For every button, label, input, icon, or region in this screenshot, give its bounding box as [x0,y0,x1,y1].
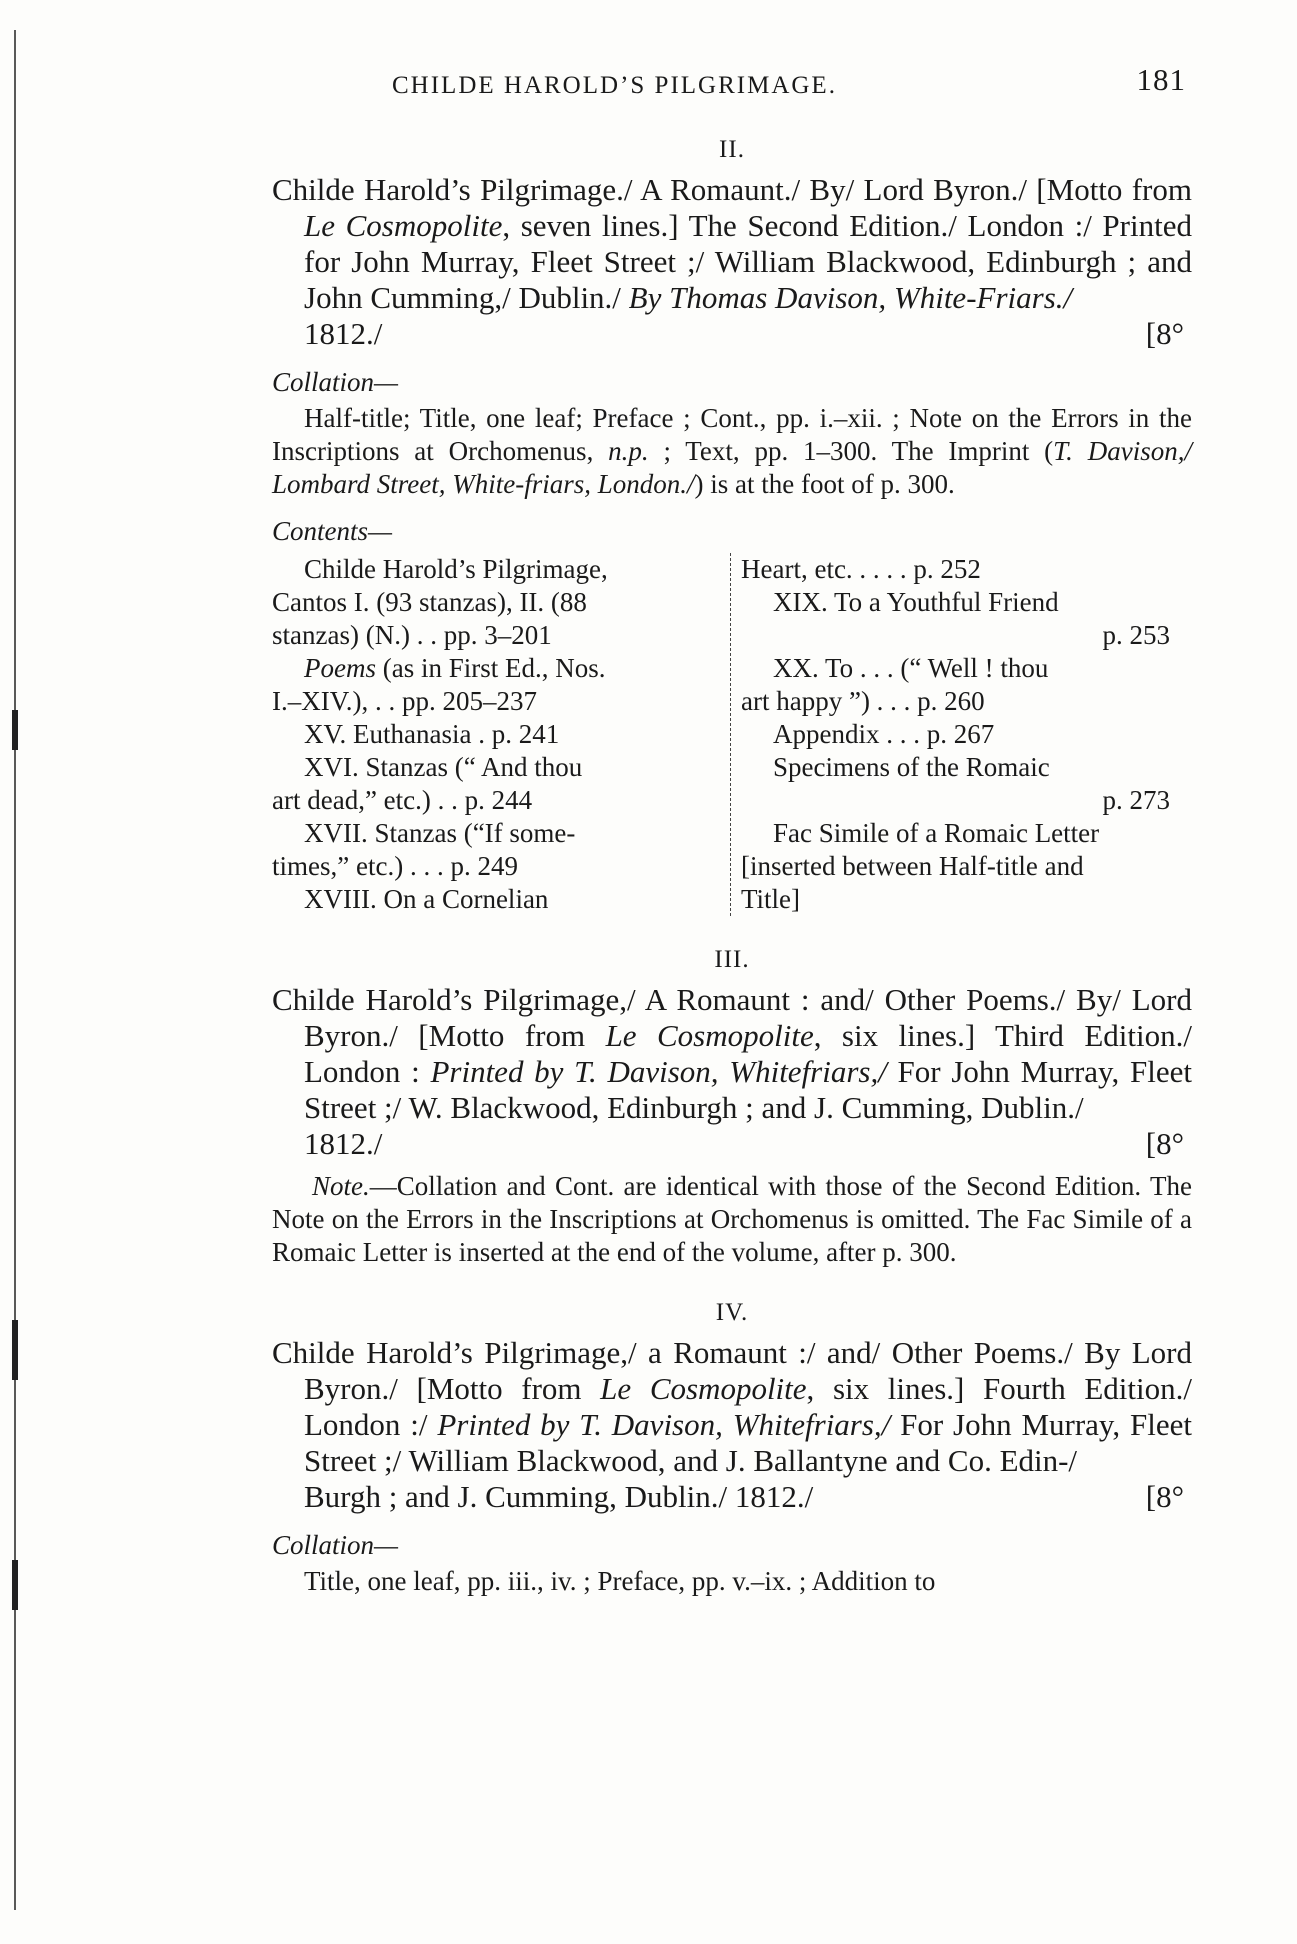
list-item: [inserted between Half-title and [741,851,1084,881]
running-head [272,56,1192,116]
bibliographic-entry-iii: Childe Harold’s Pilgrimage,/ A Romaunt : and/ Other Poems./ By/ Lord Byron./ [Motto from Le Cosmopolite, six lines.] Third Edition./ London : Printed by T. Davison, Whitefriars,/ For John Murray, Fleet Street ;/ W. Blackwood, Edinburgh ; and J. Cumming, Dublin./ [272,982,1192,1125]
collation-label: Collation— [272,367,399,397]
section-number-iii: III. [714,946,750,973]
page-edge-mark [12,1320,18,1380]
book-page [272,56,1192,1598]
entry-format: [8° [1145,1479,1184,1514]
section-number-iv: IV. [715,1299,749,1326]
list-item: Title] [741,884,801,914]
list-item: times,” etc.) . . . p. 249 [272,851,518,881]
page-edge-rule [14,30,16,1910]
list-item: Fac Simile of a Romaic Letter [773,818,1100,848]
running-title: CHILDE HAROLD’S PILGRIMAGE. [392,72,837,99]
entry-imprint-line [272,1126,1192,1162]
section-number-ii: II. [719,136,745,163]
list-item: Poems (as in First Ed., Nos. [304,653,606,683]
list-item: XV. Euthanasia . p. 241 [304,719,560,749]
contents-column-left [272,553,731,916]
page-number: 181 [1136,62,1186,97]
entry-imprint-line [272,316,1192,352]
list-item: Specimens of the Romaic [773,752,1050,782]
list-item: art happy ”) . . . p. 260 [741,686,985,716]
contents-label: Contents— [272,516,393,546]
list-item: stanzas) (N.) . . pp. 3–201 [272,620,552,650]
entry-format: [8° [1145,316,1184,351]
list-item: Childe Harold’s Pilgrimage, [304,554,608,584]
list-item: XVIII. On a Cornelian [304,884,549,914]
list-item: Heart, etc. . . . . p. 252 [741,554,981,584]
collation-label: Collation— [272,1530,399,1560]
collation-text: Half-title; Title, one leaf; Preface ; Cont., pp. i.–xii. ; Note on the Errors in the Inscriptions at Orchomenus, n.p. ; Text, pp. 1–300. The Imprint (T. Davison,/ Lombard Street, White-friars, London./) is at the foot of p. 300. [272,403,1192,499]
entry-imprint-line [272,1479,1192,1515]
list-item: XVII. Stanzas (“If some- [304,818,576,848]
list-item: p. 253 [1102,620,1170,650]
page-edge-mark [12,710,18,750]
bibliographic-entry-iv: Childe Harold’s Pilgrimage,/ a Romaunt :/ and/ Other Poems./ By Lord Byron./ [Motto from Le Cosmopolite, six lines.] Fourth Edition./ London :/ Printed by T. Davison, Whitefriars,/ For John Murray, Fleet Street ;/ William Blackwood, and J. Ballantyne and Co. Edin-/ [272,1335,1192,1478]
contents-table [272,553,1192,916]
list-item: art dead,” etc.) . . p. 244 [272,785,533,815]
entry-last-line: Burgh ; and J. Cumming, Dublin./ 1812./ [304,1479,814,1514]
entry-format: [8° [1145,1126,1184,1161]
entry-year: 1812./ [304,316,383,351]
entry-year: 1812./ [304,1126,383,1161]
bibliographic-entry-ii: Childe Harold’s Pilgrimage./ A Romaunt./ By/ Lord Byron./ [Motto from Le Cosmopolite, seven lines.] The Second Edition./ London :/ Printed for John Murray, Fleet Street ;/ William Blackwood, Edinburgh ; and John Cumming,/ Dublin./ By Thomas Davison, White-Friars./ [272,172,1192,315]
collation-text: Title, one leaf, pp. iii., iv. ; Preface, pp. v.–ix. ; Addition to [304,1566,936,1596]
note-paragraph: Note.—Collation and Cont. are identical with those of the Second Edition. The Note on the Errors in the Inscriptions at Orchomenus is omitted. The Fac Simile of a Romaic Letter is inserted at the end of the volume, after p. 300. [272,1171,1192,1267]
list-item: Appendix . . . p. 267 [773,719,995,749]
contents-column-right [731,553,1192,916]
list-item: I.–XIV.), . . pp. 205–237 [272,686,537,716]
page-edge-mark [12,1560,18,1610]
list-item: XIX. To a Youthful Friend [773,587,1059,617]
list-item: XVI. Stanzas (“ And thou [304,752,583,782]
list-item: Cantos I. (93 stanzas), II. (88 [272,587,587,617]
list-item: XX. To . . . (“ Well ! thou [773,653,1049,683]
list-item: p. 273 [1102,785,1170,815]
